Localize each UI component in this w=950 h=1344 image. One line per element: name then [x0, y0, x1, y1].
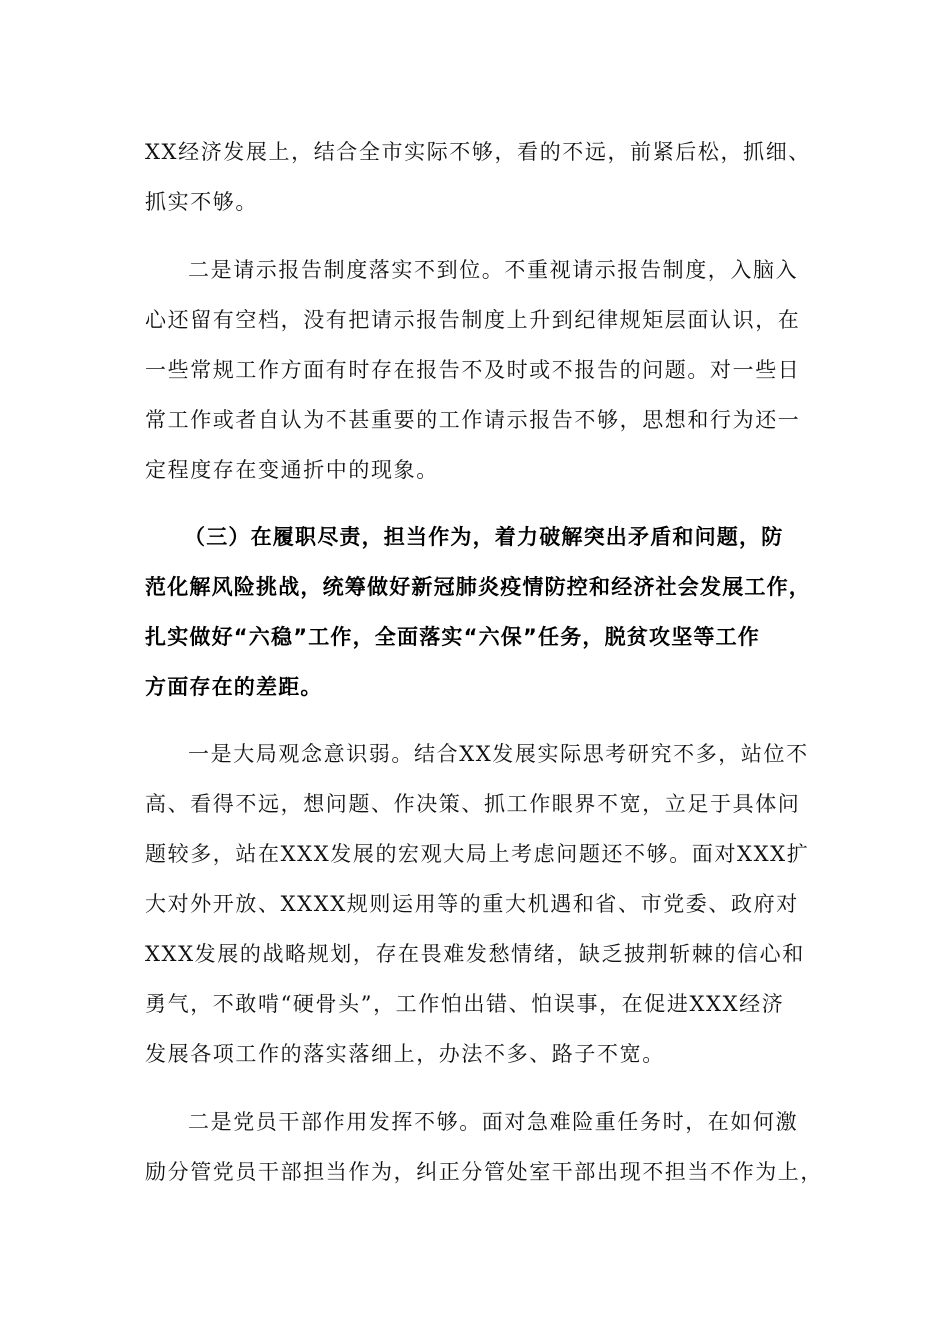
section-heading-line: 扎实做好“六稳”工作，全面落实“六保”任务，脱贫攻坚等工作: [145, 625, 761, 649]
section-heading-line: 方面存在的差距。: [145, 675, 323, 699]
paragraph-line: 励分管党员干部担当作为，纠正分管处室干部出现不担当不作为上，: [145, 1160, 823, 1184]
paragraph-line: 定程度存在变通折中的现象。: [145, 458, 439, 482]
paragraph-line: 一些常规工作方面有时存在报告不及时或不报告的问题。对一些日: [145, 358, 801, 382]
paragraph-line: XXX发展的战略规划，存在畏难发愁情绪，缺乏披荆斩棘的信心和: [145, 942, 805, 966]
paragraph-line: 二是党员干部作用发挥不够。面对急难险重任务时，在如何激: [188, 1110, 799, 1134]
paragraph-line: 常工作或者自认为不甚重要的工作请示报告不够，思想和行为还一: [145, 408, 801, 432]
paragraph-line: 高、看得不远，想问题、作决策、抓工作眼界不宽，立足于具体问: [145, 792, 801, 816]
paragraph-line: XX经济发展上，结合全市实际不够，看的不远，前紧后松，抓细、: [145, 140, 811, 164]
paragraph-line: 一是大局观念意识弱。结合XX发展实际思考研究不多，站位不: [188, 742, 809, 766]
paragraph-line: 二是请示报告制度落实不到位。不重视请示报告制度，入脑入: [188, 258, 799, 282]
paragraph-line: 心还留有空档，没有把请示报告制度上升到纪律规矩层面认识，在: [145, 308, 801, 332]
section-heading-line: 范化解风险挑战，统筹做好新冠肺炎疫情防控和经济社会发展工作，: [145, 575, 811, 599]
section-heading-line: （三）在履职尽责，担当作为，着力破解突出矛盾和问题，防: [184, 525, 784, 549]
paragraph-line: 大对外开放、XXXX规则运用等的重大机遇和省、市党委、政府对: [145, 892, 799, 916]
paragraph-line: 发展各项工作的落实落细上，办法不多、路子不宽。: [145, 1042, 665, 1066]
paragraph-line: 抓实不够。: [145, 190, 258, 214]
paragraph-line: 题较多，站在XXX发展的宏观大局上考虑问题还不够。面对XXX扩: [145, 842, 810, 866]
paragraph-line: 勇气，不敢啃“硬骨头”，工作怕出错、怕误事，在促进XXX经济: [145, 992, 785, 1016]
